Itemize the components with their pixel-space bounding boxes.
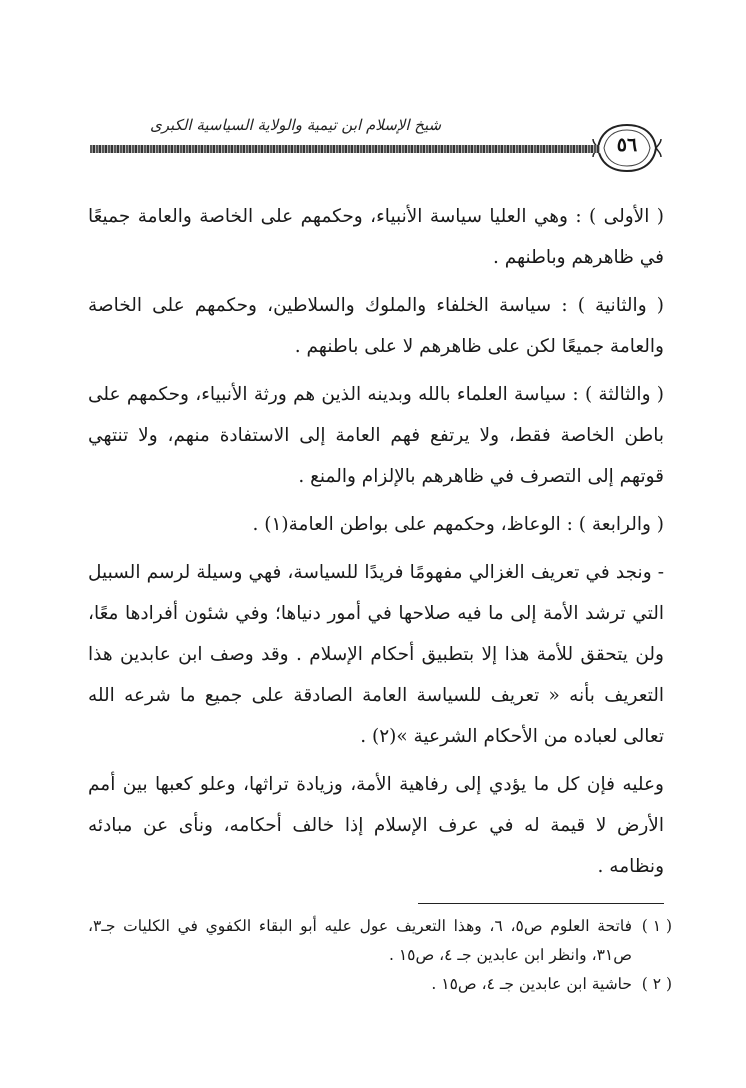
paragraph-third-politics: ( والثالثة ) : سياسة العلماء بالله وبدينه الذين هم ورثة الأنبياء، وحكمهم على باطن الخاصة فقط، ولا يرتفع فهم العامة إلى الاستفادة منهم، ولا تنتهي قوتهم إلى التصرف في ظاهرهم بالإلزام والمنع . <box>88 384 664 487</box>
paragraph-conclusion: وعليه فإن كل ما يؤدي إلى رفاهية الأمة، وزيادة تراثها، وعلو كعبها بين أمم الأرض لا قيمة له في عرف الإسلام إذا خالف أحكامه، ونأى عن مبادئه ونظامه . <box>88 774 664 877</box>
footnote-number: ( ٢ ) <box>641 975 672 993</box>
footnote-divider <box>418 903 664 904</box>
footnote-number: ( ١ ) <box>641 917 672 935</box>
paragraph-first-politics: ( الأولى ) : وهي العليا سياسة الأنبياء، وحكمهم على الخاصة والعامة جميعًا في ظاهرهم وباطنهم . <box>88 206 664 268</box>
paragraph-ghazali-definition: - ونجد في تعريف الغزالي مفهومًا فريدًا للسياسة، فهي وسيلة لرسم السبيل التي ترشد الأمة إلى ما فيه صلاحها في أمور دنياها؛ وفي شئون أفرادها معًا، ولن يتحقق للأمة هذا إلا بتطبيق أحكام الإسلام . وقد وصف ابن عابدين هذا التعريف بأنه « تعريف للسياسة العامة الصادقة على جميع ما شرعه الله تعالى لعباده من الأحكام الشرعية »(٢) . <box>88 562 664 747</box>
header-divider <box>90 145 600 153</box>
footnote-text: فاتحة العلوم ص٥، ٦، وهذا التعريف عول عليه أبو البقاء الكفوي في الكليات جـ٣، ص٣١، وانظر ابن عابدين جـ ٤، ص١٥ . <box>88 917 632 964</box>
paragraph-fourth-politics: ( والرابعة ) : الوعاظ، وحكمهم على بواطن العامة(١) . <box>252 514 664 535</box>
footnote-1 <box>88 912 672 970</box>
running-header-title: شيخ الإسلام ابن تيمية والولاية السياسية الكبرى <box>150 116 442 134</box>
footnote-2 <box>88 970 672 999</box>
paragraph-second-politics: ( والثانية ) : سياسة الخلفاء والملوك والسلاطين، وحكمهم على الخاصة والعامة جميعًا لكن على ظاهرهم لا على باطنهم . <box>88 295 664 357</box>
footnotes <box>88 912 672 999</box>
footnote-text: حاشية ابن عابدين جـ ٤، ص١٥ . <box>431 975 632 993</box>
main-text <box>88 196 664 894</box>
page-number: ٥٦ <box>616 134 638 156</box>
